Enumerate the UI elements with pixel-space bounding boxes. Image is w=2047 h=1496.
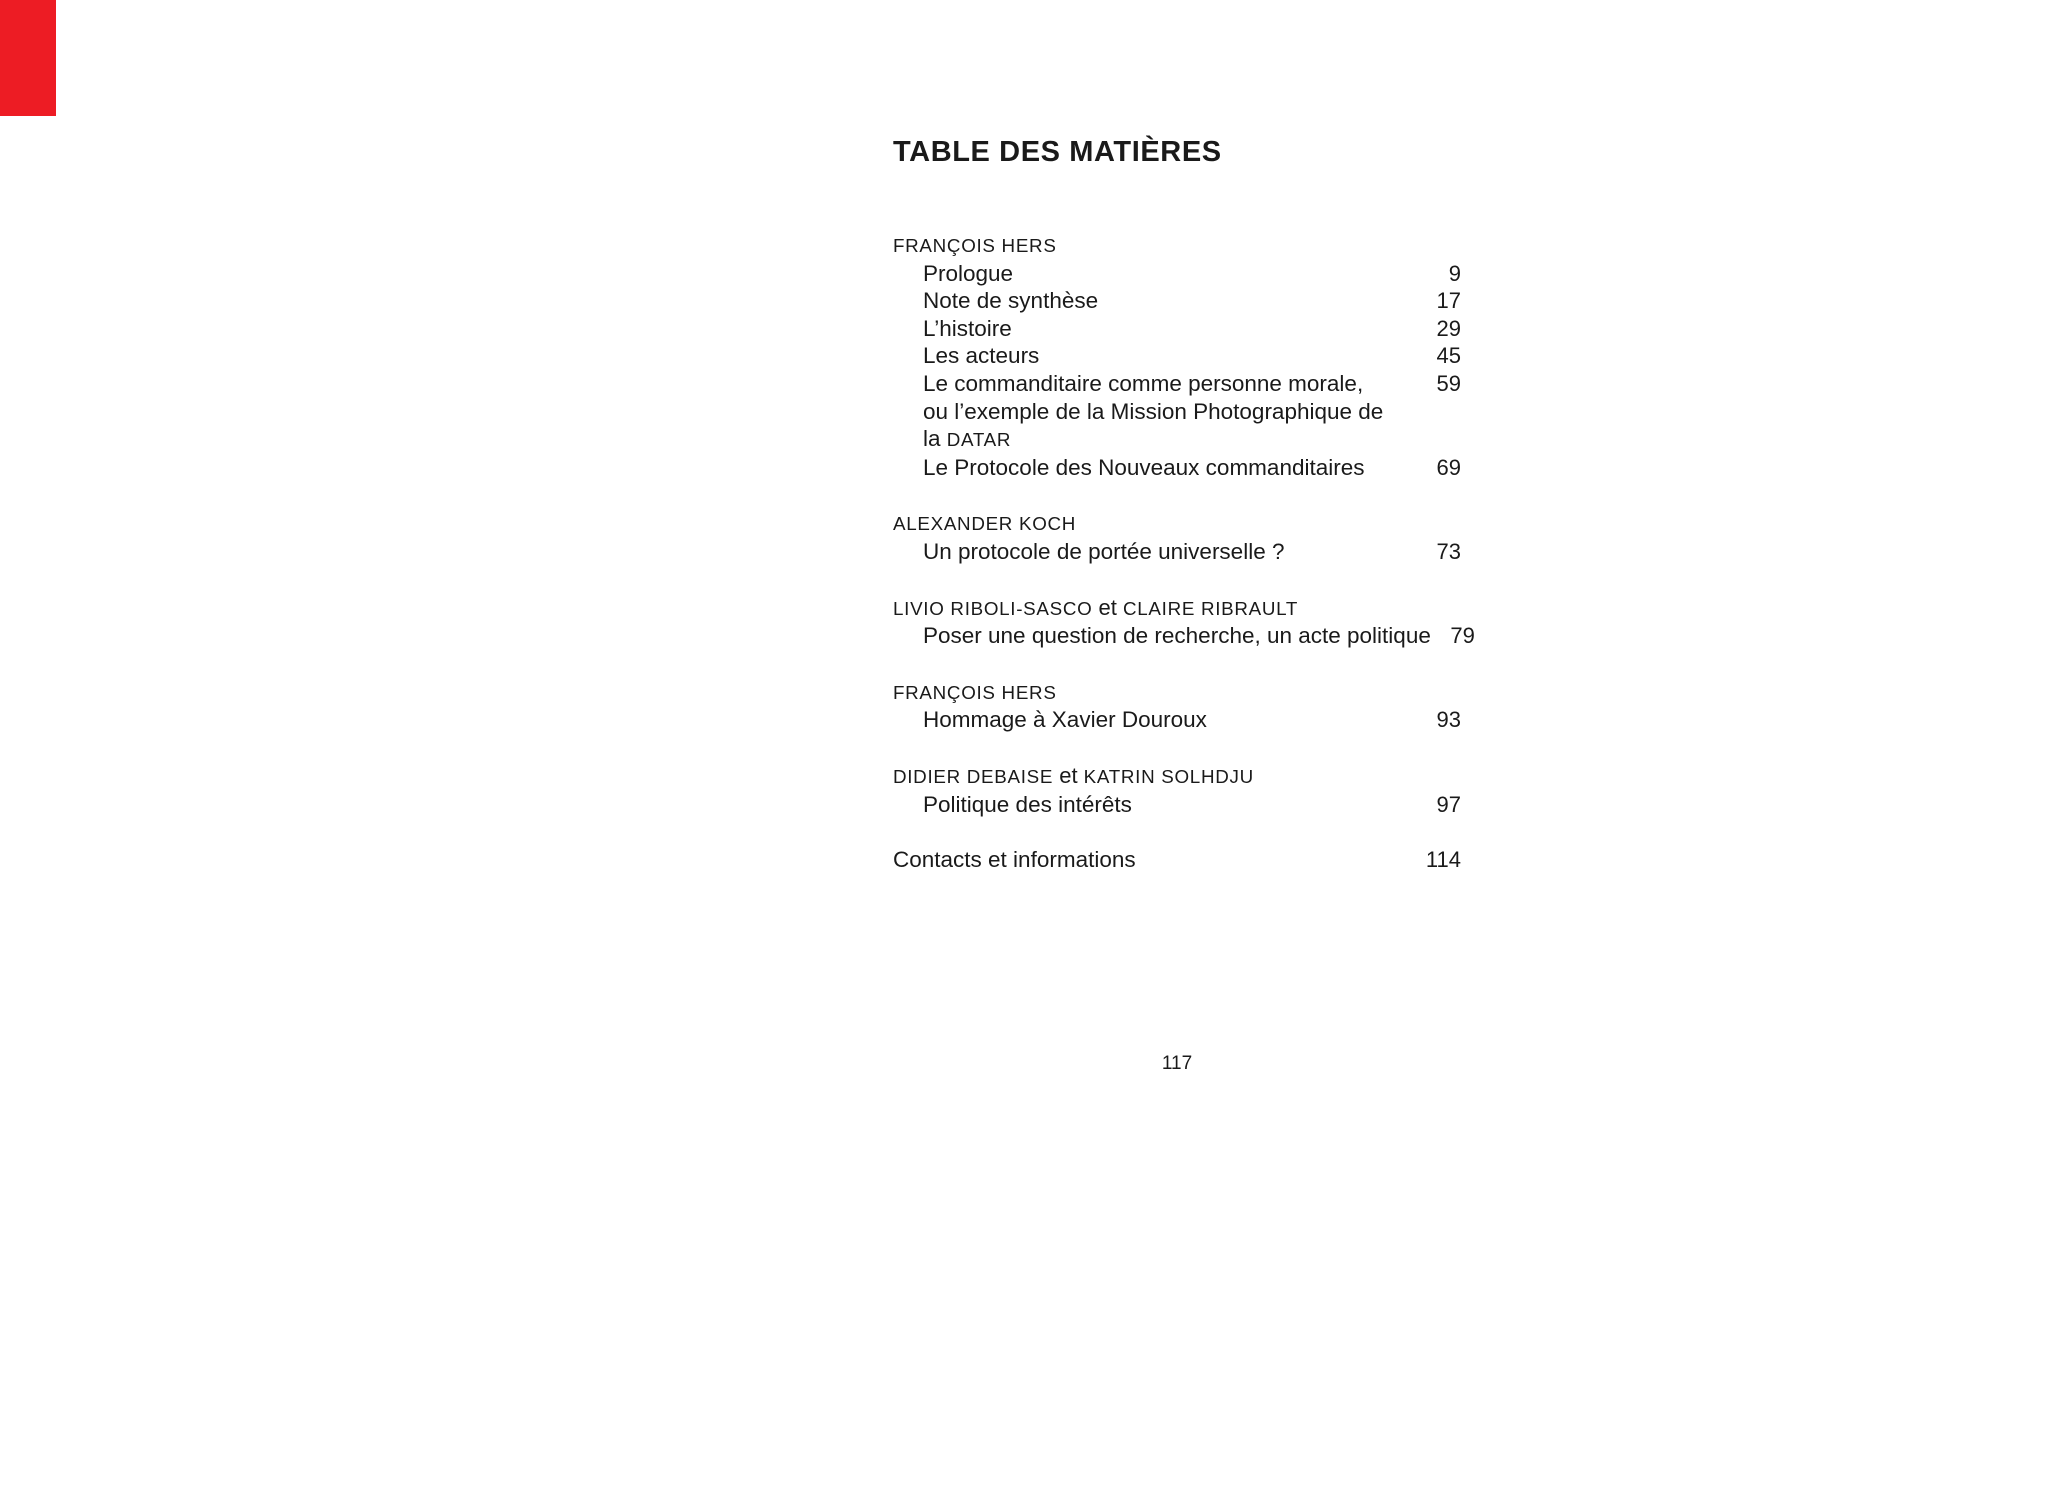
page-title: TABLE DES MATIÈRES — [893, 136, 1222, 168]
datar-acronym: DATAR — [946, 429, 1012, 451]
toc-entry — [893, 342, 1461, 370]
entry-page-number: 73 — [1436, 538, 1461, 564]
entry-title: L’histoire — [923, 315, 1012, 341]
author-heading — [893, 762, 1461, 791]
entry-page-number: 9 — [1448, 260, 1461, 286]
entry-page-number: 69 — [1436, 454, 1461, 480]
entry-page-number: 79 — [1450, 623, 1475, 649]
entry-title: Les acteurs — [923, 343, 1040, 369]
entry-title: Le commanditaire comme personne morale, — [923, 370, 1364, 396]
toc-section — [893, 509, 1461, 565]
author-name: KATRIN SOLHDJU — [1083, 765, 1254, 787]
toc-entry — [893, 622, 1475, 650]
toc-entry — [893, 538, 1461, 566]
toc-section — [893, 762, 1461, 818]
folio-page-number: 117 — [1161, 1053, 1193, 1074]
author-connector: et — [1053, 762, 1084, 788]
entry-title: Politique des intérêts — [923, 791, 1132, 817]
toc-section — [893, 231, 1461, 481]
author-name: FRANÇOIS HERS — [893, 235, 1057, 256]
entry-page-number: 97 — [1436, 791, 1461, 817]
continuation-text: la — [923, 426, 947, 452]
author-heading — [893, 678, 1461, 707]
toc-entry — [893, 260, 1461, 288]
entry-title-continuation: ou l’exemple de la Mission Photographique de — [923, 398, 1384, 424]
toc-section — [893, 594, 1475, 650]
author-heading — [893, 509, 1461, 538]
author-name: LIVIO RIBOLI-SASCO — [893, 597, 1093, 619]
entry-title: Note de synthèse — [923, 288, 1099, 314]
entry-title: Le Protocole des Nouveaux commanditaires — [923, 454, 1365, 480]
toc-entry — [893, 370, 1461, 398]
toc-entry — [893, 791, 1461, 819]
author-name: FRANÇOIS HERS — [893, 681, 1057, 703]
entry-title: Poser une question de recherche, un acte politique — [923, 623, 1431, 649]
author-heading — [893, 231, 1461, 260]
entry-title: Un protocole de portée universelle ? — [923, 538, 1285, 564]
entry-title: Contacts et informations — [893, 847, 1136, 873]
toc-entry-continuation — [893, 425, 1461, 454]
entry-title-continuation — [893, 425, 1461, 454]
entry-page-number: 17 — [1436, 288, 1461, 314]
author-heading — [893, 594, 1461, 623]
toc-content — [893, 136, 1475, 874]
entry-title: Hommage à Xavier Douroux — [923, 707, 1207, 733]
red-corner-mark — [0, 0, 56, 116]
toc-entry — [893, 315, 1461, 343]
entry-page-number: 114 — [1425, 847, 1461, 873]
toc-closing-entry — [893, 846, 1461, 874]
entry-page-number: 29 — [1436, 315, 1461, 341]
toc-entry — [893, 287, 1461, 315]
toc-entry — [893, 706, 1461, 734]
entry-title: Prologue — [923, 260, 1014, 286]
entry-page-number: 45 — [1436, 343, 1461, 369]
toc-entry — [893, 454, 1461, 482]
entry-page-number: 59 — [1436, 370, 1461, 396]
author-name: ALEXANDER KOCH — [893, 513, 1077, 535]
author-name: CLAIRE RIBRAULT — [1123, 597, 1299, 619]
author-name: DIDIER DEBAISE — [893, 765, 1054, 787]
entry-page-number: 93 — [1436, 707, 1461, 733]
toc-entry-continuation — [893, 398, 1461, 426]
toc-section — [893, 678, 1461, 734]
author-connector: et — [1092, 594, 1124, 620]
